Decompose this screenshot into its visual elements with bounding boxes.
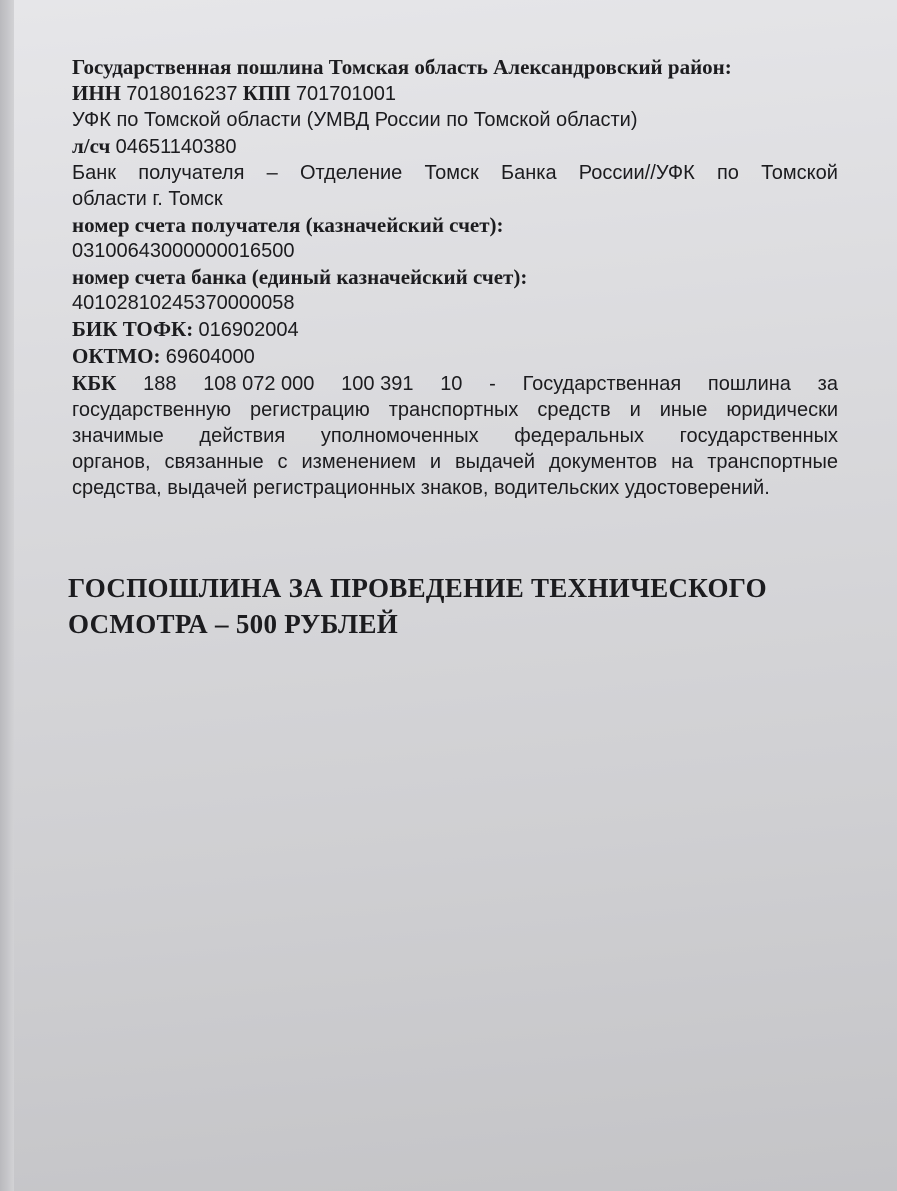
section-heading <box>68 570 828 642</box>
kbk-description-line: значимые действия уполномоченных федеральных государственных <box>72 425 838 447</box>
inn-label: ИНН <box>72 81 122 105</box>
bank-account-label: номер счета банка (единый казначейский счет): <box>72 265 528 289</box>
kbk-part: 188 <box>143 373 177 395</box>
kbk-part: пошлина <box>707 373 791 395</box>
kbk-part: 108 072 000 <box>203 373 315 395</box>
kpp-value: 701701001 <box>295 83 397 105</box>
bank-word: – <box>266 162 278 184</box>
bank-word: получателя <box>138 162 245 184</box>
heading-line-1: ГОСПОШЛИНА ЗА ПРОВЕДЕНИЕ ТЕХНИЧЕСКОГО <box>68 573 767 603</box>
document-title: Государственная пошлина Томская область Александровский район: <box>72 55 732 79</box>
inn-value: 7018016237 <box>126 83 238 105</box>
kbk-label: КБК <box>72 371 117 395</box>
bank-word: России//УФК <box>578 162 695 184</box>
kbk-description-line: органов, связанные с изменением и выдачей документов на транспортные <box>72 451 838 473</box>
kbk-part: - <box>489 373 496 395</box>
kbk-part: 100 391 <box>341 373 414 395</box>
bank-line-1 <box>72 160 838 186</box>
bik-label: БИК ТОФК: <box>72 317 194 341</box>
bank-word: Банк <box>72 162 117 184</box>
bik-line <box>72 316 842 343</box>
personal-account-line <box>72 133 842 160</box>
kbk-part: за <box>817 373 838 395</box>
oktmo-label: ОКТМО: <box>72 344 161 368</box>
personal-account-label: л/сч <box>72 134 111 158</box>
bank-account-value: 40102810245370000058 <box>72 292 295 314</box>
bank-line-2: области г. Томск <box>72 188 223 210</box>
bank-word: Отделение <box>299 162 403 184</box>
bank-word: по <box>716 162 739 184</box>
bank-word: Банка <box>500 162 557 184</box>
kbk-part: 10 <box>440 373 463 395</box>
oktmo-line <box>72 343 842 370</box>
treasury-account-value: 03100643000000016500 <box>72 240 295 262</box>
heading-line-2: ОСМОТРА – 500 РУБЛЕЙ <box>68 609 399 639</box>
bank-word: Томск <box>424 162 479 184</box>
treasury-account-label: номер счета получателя (казначейский счет): <box>72 213 504 237</box>
kbk-part: Государственная <box>522 373 682 395</box>
payment-details-block <box>72 54 842 501</box>
recipient-name: УФК по Томской области (УМВД России по Томской области) <box>72 109 638 131</box>
oktmo-value: 69604000 <box>165 346 255 368</box>
kbk-description-line: государственную регистрацию транспортных средств и иные юридически <box>72 399 838 421</box>
kpp-label: КПП <box>242 81 291 105</box>
personal-account-value: 04651140380 <box>115 136 237 158</box>
bik-value: 016902004 <box>198 319 299 341</box>
bank-word: Томской <box>761 162 838 184</box>
kbk-line <box>72 370 838 397</box>
inn-kpp-line <box>72 80 842 107</box>
kbk-description-line: средства, выдачей регистрационных знаков, водительских удостоверений. <box>72 477 770 499</box>
page-edge-shadow <box>0 0 14 1191</box>
